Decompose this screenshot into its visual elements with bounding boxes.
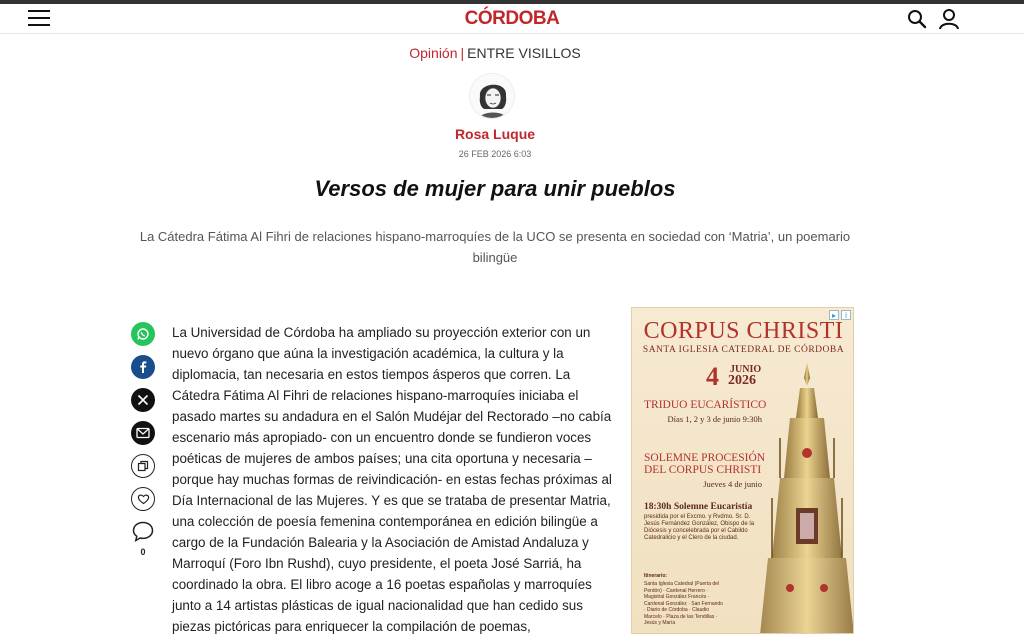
ad-month: JUNIO [730,364,762,375]
whatsapp-icon[interactable] [131,322,155,346]
ad-section-title: TRIDUO EUCARÍSTICO [644,399,767,411]
article-title: Versos de mujer para unir pueblos [314,176,676,201]
author-avatar[interactable] [469,73,515,119]
advertisement-banner[interactable] [631,307,854,634]
ad-subtitle: SANTA IGLESIA CATEDRAL DE CÓRDOBA [642,345,845,355]
comment-icon[interactable] [131,520,155,544]
email-icon[interactable] [131,421,155,445]
monstrance-image [760,358,854,634]
article-subtitle: La Cátedra Fátima Al Fihri de relaciones hispano-marroquíes de la UCO se presenta en sociedad con ‘Matria’, un poemario bilingüe [139,229,851,265]
ad-itinerary-title: Itinerario: [644,573,668,579]
site-logo[interactable]: CÓRDOBA [464,8,560,29]
ad-day: 4 [706,362,719,391]
comment-count: 0 [140,547,146,557]
section-opinion-link[interactable]: Opinión [409,45,458,61]
ad-section-text: Días 1, 2 y 3 de junio 9:30h [667,414,762,424]
section-column-link[interactable]: ENTRE VISILLOS [467,45,581,61]
ad-section-title: SOLEMNE PROCESIÓN DEL CORPUS CHRISTI [644,452,766,476]
ad-itinerary-list: Santa Iglesia Catedral (Puerta del Perdón) · Cardenal Herrero · Magistral González Francés · Cardenal González · San Fernando · Diario de Córdoba · Claudio Marcelo · Plaza de las Tendillas · Jesús y María [644,581,723,626]
ad-year: 2026 [728,373,756,388]
publish-date: 26 FEB 2026 6:03 [458,149,532,159]
x-icon[interactable] [131,388,155,412]
user-icon[interactable] [938,8,960,30]
copy-icon[interactable] [131,454,155,478]
ad-section-title: 18:30h Solemne Eucaristía [644,502,753,512]
search-icon[interactable] [906,8,928,30]
author-name[interactable]: Rosa Luque [454,126,536,142]
ad-section-text: presidida por el Excmo. y Rvdmo. Sr. D. Jesús Fernández González, Obispo de la Diócesis y concelebrada por el Cabildo Catedralicio y el Clero de la ciudad. [644,514,755,541]
ad-play-icon: ▸ [829,310,839,320]
ad-title: CORPUS CHRISTI [643,318,844,344]
site-header [0,4,1024,34]
ad-section-text: Jueves 4 de junio [703,479,762,489]
heart-icon[interactable] [131,487,155,511]
section-separator: | [460,45,465,61]
article-section [0,45,990,61]
ad-info-icon: i [841,310,851,320]
article-body: La Universidad de Córdoba ha ampliado su proyección exterior con un nuevo órgano que aúna la investigación académica, la cultura y la diplomacia, tan necesaria en estos tiempos ásperos que corren. La Cátedra Fátima Al Fihri de relaciones hispano-marroquíes iniciaba el pasado martes su andadura en el Salón Mudéjar del Rectorado –no cabía escenario más apropiado- con un encuentro donde se fundieron voces poéticas de mujeres de ambos países; una cita oportuna y necesaria –porque hay muchas formas de reivindicación- en estas fechas próximas al Día Internacional de las Mujeres. Y es que se trataba de presentar Matria, una colección de poesía femenina contemporánea en edición bilingüe a cargo de la Fundación Balearia y la Asociación de Amistad Andaluza y Marroquí (Foro Ibn Rushd), cuyo presidente, el poeta José Sarriá, ha coordinado la obra. El libro acoge a 16 poetas españolas y marroquíes junto a 14 artistas plásticas de igual nacionalidad que han cedido sus piezas pictóricas para enriquecer la compilación de poemas, [172,325,612,634]
share-bar [131,322,157,557]
facebook-icon[interactable] [131,355,155,379]
